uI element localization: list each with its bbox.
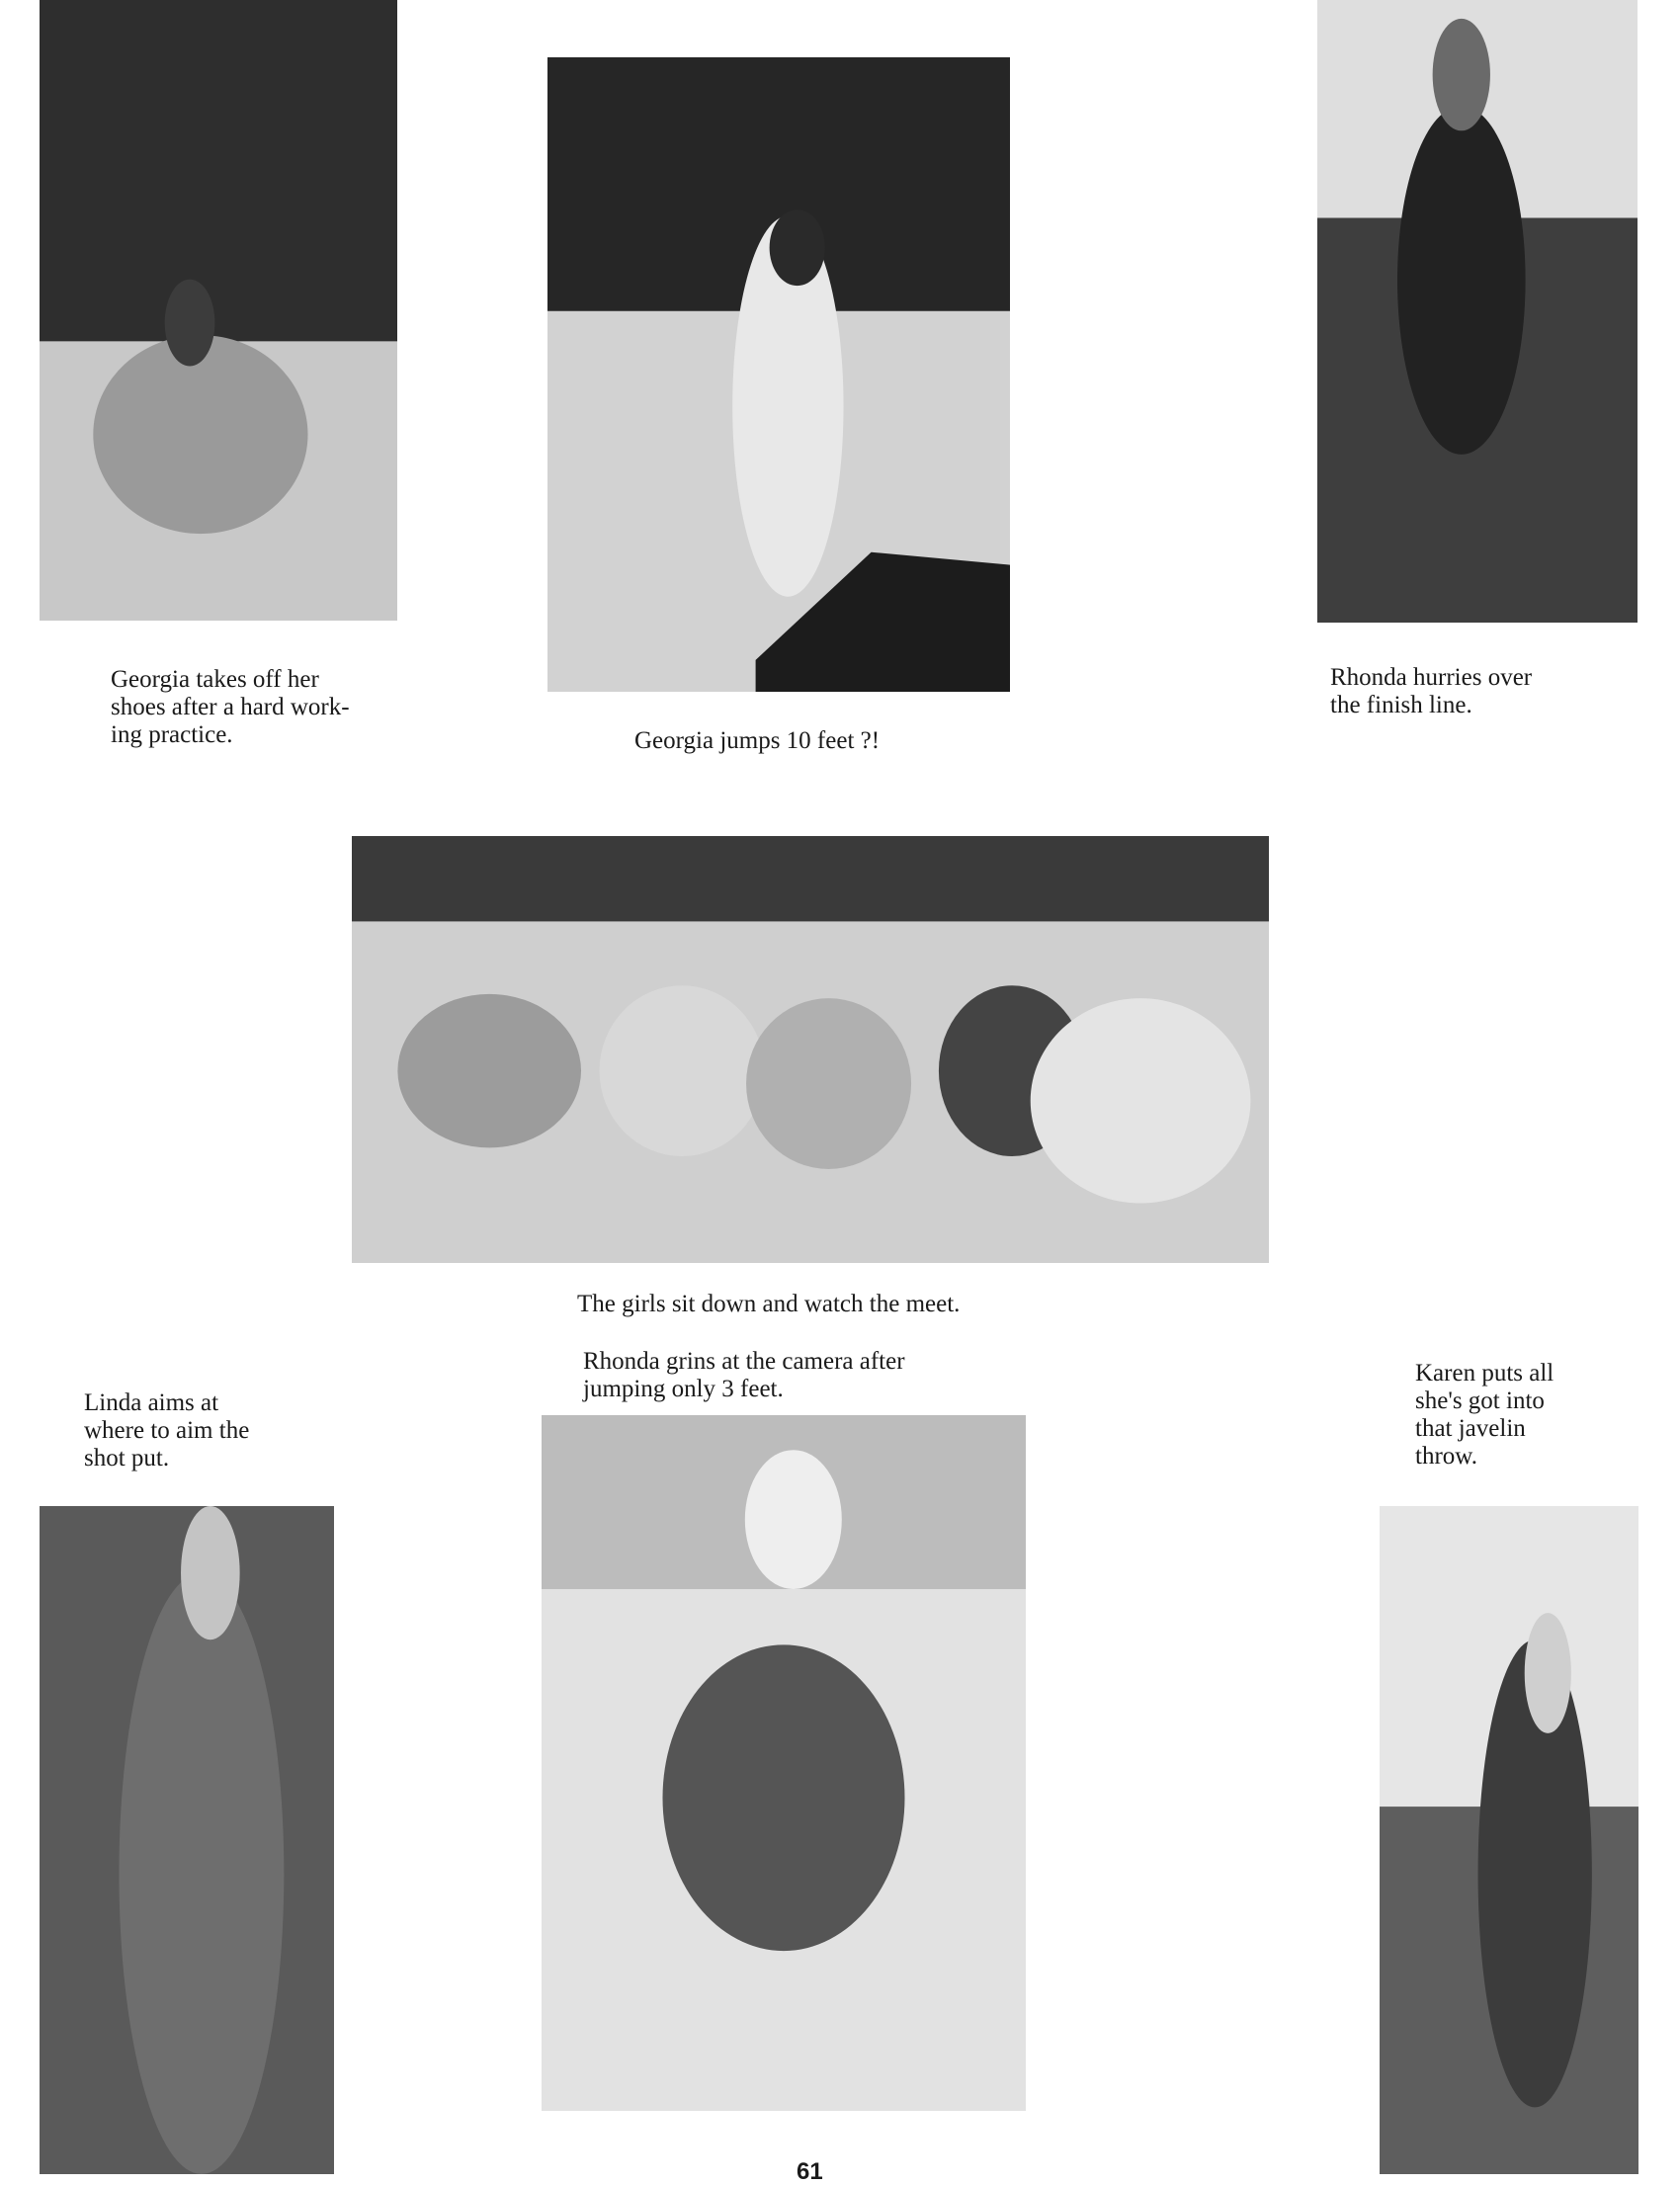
photo-karen-javelin [1380, 1506, 1638, 2174]
photo-georgia-shoes [40, 0, 397, 621]
caption-georgia-jumps: Georgia jumps 10 feet ?! [634, 727, 881, 754]
caption-linda-aims: Linda aims at where to aim the shot put. [84, 1389, 250, 1471]
photo-rhonda-finish [1317, 0, 1638, 623]
photo-linda-shot-put [40, 1506, 334, 2174]
caption-georgia-shoes: Georgia takes off her shoes after a hard work- ing practice. [111, 666, 350, 748]
photo-georgia-jump [547, 57, 1010, 692]
caption-rhonda-grins: Rhonda grins at the camera after jumping only 3 feet. [583, 1348, 905, 1402]
photo-rhonda-sand-pit [542, 1415, 1026, 2111]
photo-girls-watch [352, 836, 1269, 1263]
caption-rhonda-finish: Rhonda hurries over the finish line. [1330, 664, 1533, 718]
caption-girls-watch: The girls sit down and watch the meet. [577, 1291, 961, 1317]
caption-karen-javelin: Karen puts all she's got into that javelin throw. [1415, 1360, 1554, 1470]
page-number: 61 [797, 2158, 823, 2185]
